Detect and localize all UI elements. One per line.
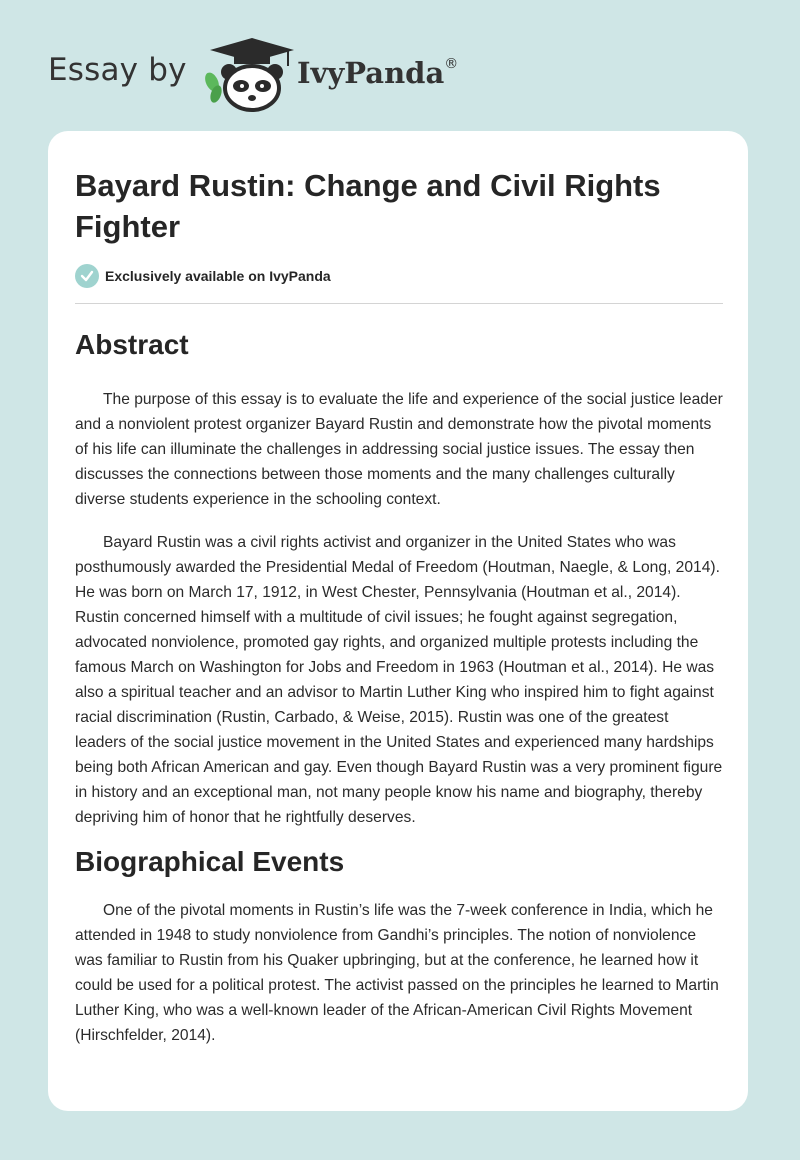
essay-card bbox=[48, 131, 748, 1111]
section-heading-abstract: Abstract bbox=[75, 329, 189, 360]
essay-by-label: Essay by bbox=[48, 52, 187, 88]
paragraph: One of the pivotal moments in Rustin’s life was the 7-week conference in India, which he attended in 1948 to study nonviolence from Gandhi’s principles. The notion of nonviolence was familiar to Rustin from his Quaker upbringing, but at the conference, he learned how it could be used for a political protest. The activist passed on the principles he learned to Martin Luther King, who was a well-known leader of the African-American Civil Rights Movement (Hirschfelder, 2014). bbox=[75, 902, 719, 1044]
site-header bbox=[0, 0, 800, 130]
essay-title: Bayard Rustin: Change and Civil Rights Fighter bbox=[75, 168, 661, 244]
exclusive-badge-label: Exclusively available on IvyPanda bbox=[105, 268, 331, 284]
registered-mark: ® bbox=[444, 56, 459, 73]
divider bbox=[75, 303, 723, 304]
section-heading-biographical-events: Biographical Events bbox=[75, 846, 345, 877]
exclusive-badge bbox=[75, 264, 331, 288]
panda-logo-icon[interactable] bbox=[200, 36, 296, 112]
essay-body bbox=[75, 325, 723, 1048]
brand-text: IvyPanda bbox=[297, 56, 445, 90]
check-circle-icon bbox=[75, 264, 99, 288]
paragraph: Bayard Rustin was a civil rights activist and organizer in the United States who was posthumously awarded the Presidential Medal of Freedom (Houtman, Naegle, & Long, 2014). He was born on March 17, 1912, in West Chester, Pennsylvania (Houtman et al., 2014). Rustin concerned himself with a multitude of civil issues; he fought against segregation, advocated nonviolence, promoted gay rights, and organized multiple protests including the famous March on Washington for Jobs and Freedom in 1963 (Houtman et al., 2014). He was also a spiritual teacher and an advisor to Martin Luther King who inspired him to fight against racial discrimination (Rustin, Carbado, & Weise, 2015). Rustin was one of the greatest leaders of the social justice movement in the United States and experienced many hardships being both African American and gay. Even though Bayard Rustin was a very prominent figure in history and an exceptional man, not many people know his name and biography, thereby depriving him of honor that he rightfully deserves. bbox=[75, 534, 723, 826]
brand-name[interactable] bbox=[297, 56, 458, 90]
paragraph: The purpose of this essay is to evaluate the life and experience of the social justice leader and a nonviolent protest organizer Bayard Rustin and demonstrate how the pivotal moments of his life can illuminate the challenges in addressing social justice issues. The essay then discusses the connections between those moments and the many challenges culturally diverse students experience in the schooling context. bbox=[75, 391, 723, 508]
